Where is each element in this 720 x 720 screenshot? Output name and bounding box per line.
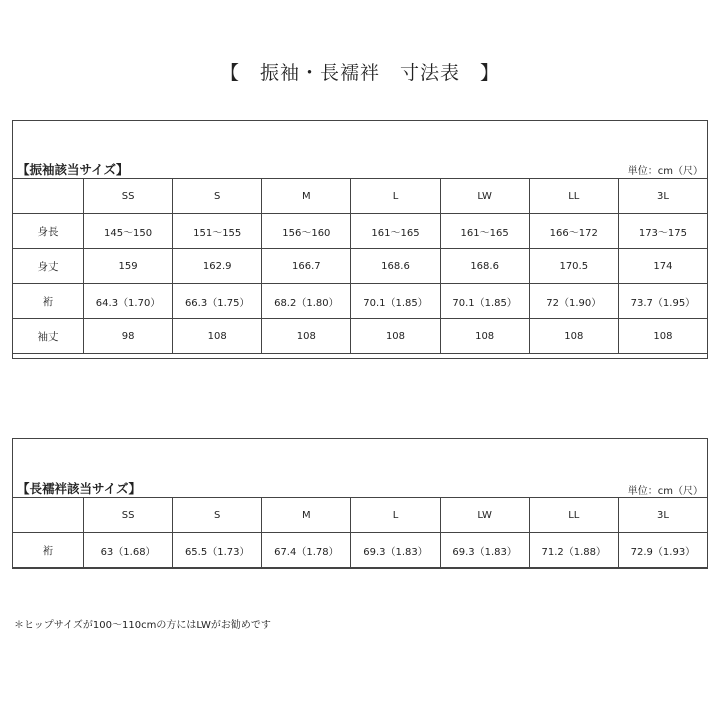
nagajuban-size-section	[12, 438, 708, 569]
unit-label: 単位：cm（尺）	[627, 486, 703, 497]
table-cell: 174	[618, 249, 707, 284]
row-label: 身長	[13, 214, 84, 249]
table-cell: 156〜160	[262, 214, 351, 249]
table-cell: 173〜175	[618, 214, 707, 249]
size-header: LW	[440, 498, 529, 533]
table-cell: 73.7（1.95）	[618, 284, 707, 319]
size-header: LL	[529, 498, 618, 533]
table-cell: 70.1（1.85）	[351, 284, 440, 319]
table-cell: 72.9（1.93）	[618, 533, 707, 568]
table-cell: 108	[618, 319, 707, 354]
unit-label: 単位：cm（尺）	[627, 166, 703, 177]
table-cell: 170.5	[529, 249, 618, 284]
table-cell: 161〜165	[351, 214, 440, 249]
size-header: S	[173, 498, 262, 533]
size-header: LL	[529, 179, 618, 214]
table-cell: 69.3（1.83）	[440, 533, 529, 568]
table-cell: 108	[351, 319, 440, 354]
table-cell: 69.3（1.83）	[351, 533, 440, 568]
table-cell: 70.1（1.85）	[440, 284, 529, 319]
table-cell: 65.5（1.73）	[173, 533, 262, 568]
table-cell: 108	[173, 319, 262, 354]
table-row	[13, 319, 708, 354]
table-cell: 64.3（1.70）	[84, 284, 173, 319]
page-title: 【 振袖・長襦袢 寸法表 】	[219, 62, 500, 84]
corner-cell	[13, 179, 84, 214]
table-row	[13, 533, 708, 568]
table-cell: 66.3（1.75）	[173, 284, 262, 319]
table-cell: 166.7	[262, 249, 351, 284]
row-label: 身丈	[13, 249, 84, 284]
size-header: M	[262, 498, 351, 533]
table-cell: 63（1.68）	[84, 533, 173, 568]
table-cell: 159	[84, 249, 173, 284]
table-cell: 108	[440, 319, 529, 354]
table-row	[13, 284, 708, 319]
table-row	[13, 249, 708, 284]
row-label: 袖丈	[13, 319, 84, 354]
table-cell: 151〜155	[173, 214, 262, 249]
row-label: 裄	[13, 284, 84, 319]
size-header: SS	[84, 179, 173, 214]
table-cell: 145〜150	[84, 214, 173, 249]
table-cell: 67.4（1.78）	[262, 533, 351, 568]
corner-cell	[13, 498, 84, 533]
table-cell: 98	[84, 319, 173, 354]
table-cell: 71.2（1.88）	[529, 533, 618, 568]
table-cell: 108	[529, 319, 618, 354]
size-header: 3L	[618, 498, 707, 533]
size-header-row	[13, 179, 708, 214]
table-cell: 166〜172	[529, 214, 618, 249]
table-row	[13, 214, 708, 249]
furisode-size-section	[12, 120, 708, 359]
nagajuban-size-table	[12, 497, 708, 568]
size-header: S	[173, 179, 262, 214]
furisode-size-table	[12, 178, 708, 354]
table-cell: 68.2（1.80）	[262, 284, 351, 319]
table-cell: 168.6	[351, 249, 440, 284]
table-cell: 108	[262, 319, 351, 354]
table-cell: 161〜165	[440, 214, 529, 249]
size-header: M	[262, 179, 351, 214]
size-header: L	[351, 179, 440, 214]
table-cell: 168.6	[440, 249, 529, 284]
row-label: 裄	[13, 533, 84, 568]
table-cell: 72（1.90）	[529, 284, 618, 319]
size-header: 3L	[618, 179, 707, 214]
size-header-row	[13, 498, 708, 533]
footnote: ＊ヒップサイズが100〜110cmの方にはLWがお勧めです	[14, 620, 271, 631]
furisode-heading: 【振袖該当サイズ】	[17, 162, 129, 177]
size-header: LW	[440, 179, 529, 214]
size-header: SS	[84, 498, 173, 533]
size-header: L	[351, 498, 440, 533]
table-cell: 162.9	[173, 249, 262, 284]
nagajuban-heading: 【長襦袢該当サイズ】	[17, 481, 142, 496]
